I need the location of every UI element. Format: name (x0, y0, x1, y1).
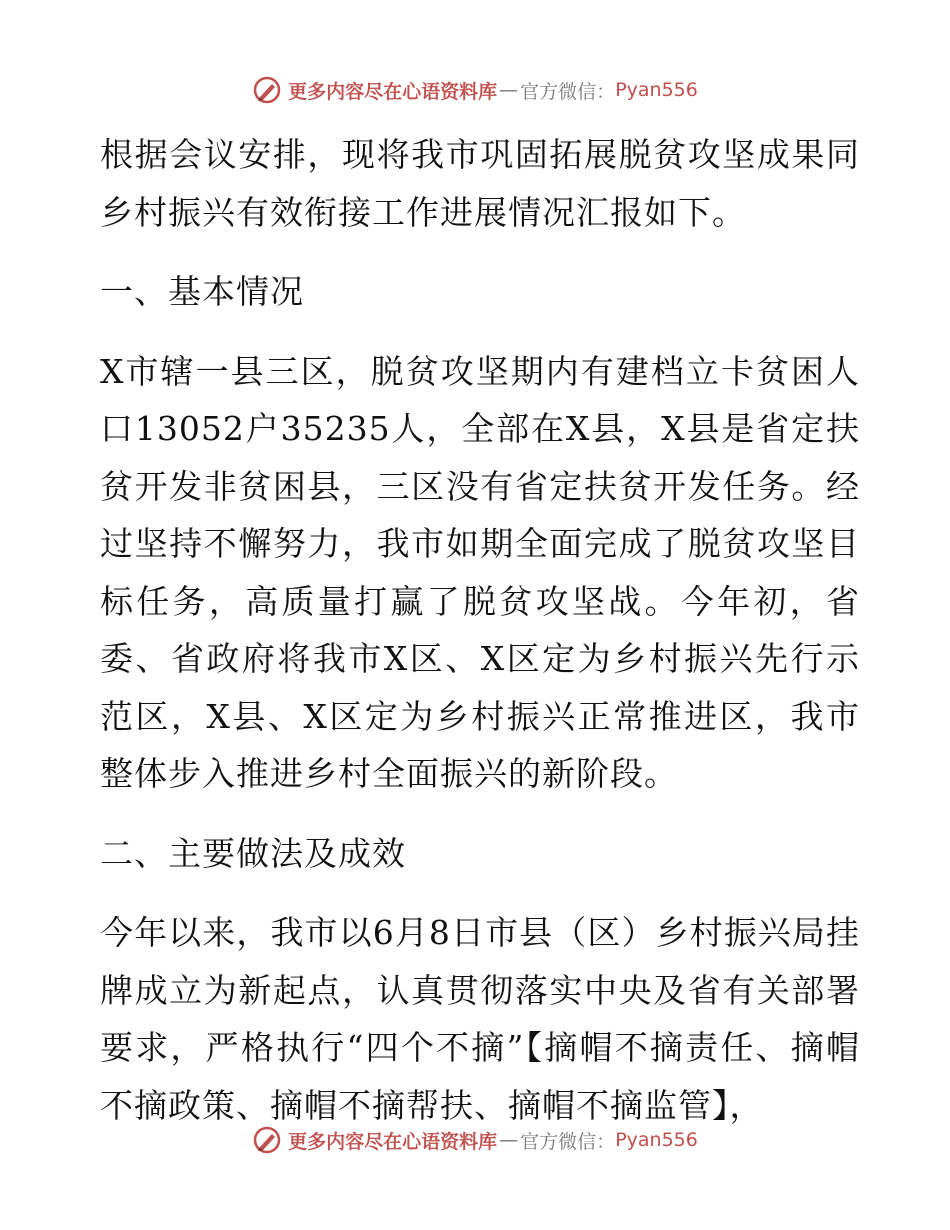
watermark-separator: — (499, 79, 519, 101)
footer-watermark (0, 1120, 950, 1160)
pen-logo-icon (252, 75, 282, 105)
intro-paragraph: 根据会议安排，现将我市巩固拓展脱贫攻坚成果同乡村振兴有效衔接工作进展情况汇报如下。 (100, 135, 860, 232)
watermark-wechat-id: Pyan556 (615, 79, 698, 101)
section1-heading: 一、基本情况 (100, 272, 304, 311)
watermark-official-label: 官方微信： (520, 80, 616, 103)
watermark-brand: 更多内容尽在心语资料库 (288, 80, 498, 103)
section1-paragraph: X市辖一县三区，脱贫攻坚期内有建档立卡贫困人口13052户35235人，全部在X县，X县是省定扶贫开发非贫困县，三区没有省定扶贫开发任务。经过坚持不懈努力，我市如期全面完成了脱贫攻坚目标任务，高质量打赢了脱贫攻坚战。今年初，省委、省政府将我市X区、X区定为乡村振兴先行示范区，X县、X区定为乡村振兴正常推进区，我市整体步入推进乡村全面振兴的新阶段。 (100, 351, 860, 793)
watermark-wechat-id: Pyan556 (615, 1129, 698, 1151)
watermark-separator: — (499, 1129, 519, 1151)
section2-paragraph: 今年以来，我市以6月8日市县（区）乡村振兴局挂牌成立为新起点，认真贯彻落实中央及省有关部署要求，严格执行“四个不摘”【摘帽不摘责任、摘帽不摘政策、摘帽不摘帮扶、摘帽不摘监管】， (100, 913, 860, 1125)
document-body (100, 126, 860, 1134)
section2-heading: 二、主要做法及成效 (100, 833, 406, 873)
header-watermark (0, 70, 950, 110)
watermark-official-label: 官方微信： (520, 1130, 616, 1153)
pen-logo-icon (252, 1125, 282, 1155)
watermark-brand: 更多内容尽在心语资料库 (288, 1130, 498, 1153)
